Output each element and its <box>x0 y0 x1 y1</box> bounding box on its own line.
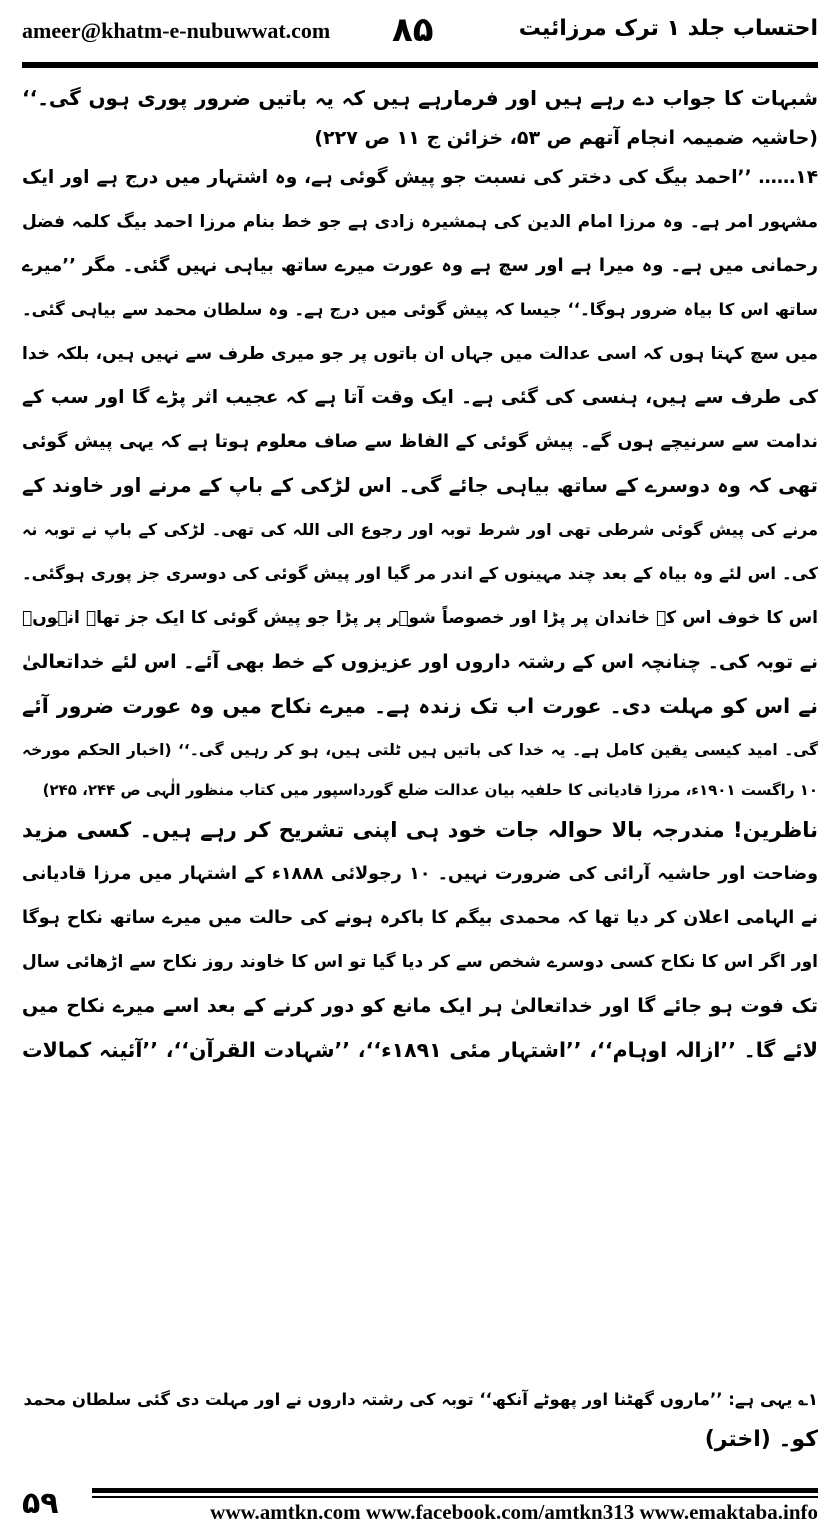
text-line: ساتھ اس کا بیاہ ضرور ہوگا۔‘‘ جیسا کہ پیش گوئی میں درج ہے۔ وہ سلطان محمد سے بیاہی گئی۔ <box>22 300 818 319</box>
text-line: وضاحت اور حاشیہ آرائی کی ضرورت نہیں۔ ۱۰ رجولائی ۱۸۸۸ء کے اشتہار میں مرزا قادیانی <box>22 864 818 884</box>
footer-urls: www.amtkn.com www.facebook.com/amtkn313 www.emaktaba.info <box>210 1500 818 1524</box>
text-line: اور اگر اس کا نکاح کسی دوسرے شخص سے کر دیا گیا تو اس کا خاوند روز نکاح سے اڑھائی سال <box>22 952 818 972</box>
text-line: اس کا خوف اس کے خاندان پر پڑا اور خصوصاً شوہر پر پڑا جو پیش گوئی کا ایک جز تھا۔ انہوںؒ <box>22 608 818 628</box>
footnote <box>22 1380 818 1460</box>
text-line: گی۔ امید کیسی یقین کامل ہے۔ یہ خدا کی باتیں ہیں ٹلتی ہیں، ہو کر رہیں گی۔‘‘ (اخبار الحکم مورخہ <box>22 741 818 759</box>
footnote-line: کو۔ (اختر) <box>704 1427 818 1452</box>
text-line: کی۔ اس لئے وہ بیاہ کے بعد چند مہینوں کے اندر مر گیا اور پیش گوئی کی دوسری جز پوری ہوگئی۔ <box>22 564 818 583</box>
text-line: تھی کہ وہ دوسرے کے ساتھ بیاہی جائے گی۔ اس لڑکی کے باپ کے مرنے اور خاوند کے <box>22 474 818 497</box>
header-book-title: احتساب جلد ۱ ترک مرزائیت <box>518 16 818 41</box>
text-line: مرنے کی پیش گوئی شرطی تھی اور شرط توبہ اور رجوع الی اللہ کی تھی۔ لڑکی کے باپ نے توبہ نہ <box>22 520 818 539</box>
text-line: شبہات کا جواب دے رہے ہیں اور فرمارہے ہیں کہ یہ باتیں ضرور پوری ہوں گی۔‘‘ <box>22 86 818 110</box>
header-email: ameer@khatm-e-nubuwwat.com <box>22 18 331 43</box>
text-line: نے الہامی اعلان کر دیا تھا کہ محمدی بیگم کا باکرہ ہونے کی حالت میں میرے ساتھ نکاح ہوگا <box>22 908 818 928</box>
text-line: میں سچ کہتا ہوں کہ اسی عدالت میں جہاں ان باتوں پر جو میری طرف سے نہیں ہیں، بلکہ خدا <box>22 344 818 364</box>
text-line: ناظرین! مندرجہ بالا حوالہ جات خود ہی اپنی تشریح کر رہے ہیں۔ کسی مزید <box>22 818 818 842</box>
text-line: ۱۴…… ’’احمد بیگ کی دختر کی نسبت جو پیش گوئی ہے، وہ اشتہار میں درج ہے اور ایک <box>22 167 818 188</box>
footnote-line: ۱؎ یہی ہے: ’’ماروں گھٹنا اور پھوٹے آنکھ‘‘ توبہ کی رشتہ داروں نے اور مہلت دی گئی سلطان محمد <box>23 1390 818 1409</box>
page-footer <box>22 1488 818 1528</box>
header-rule <box>22 62 818 68</box>
main-text <box>22 76 818 1072</box>
text-line: رحمانی میں ہے۔ وہ میرا ہے اور سچ ہے وہ عورت میرے ساتھ بیاہی نہیں گئی۔ مگر ’’میرے <box>22 255 818 276</box>
text-line: مشہور امر ہے۔ وہ مرزا امام الدین کی ہمشیرہ زادی ہے جو خط بنام مرزا احمد بیگ کلمہ فضل <box>22 212 818 232</box>
text-line: ندامت سے سرنیچے ہوں گے۔ پیش گوئی کے الفاظ سے صاف معلوم ہوتا ہے کہ یہی پیش گوئی <box>22 432 818 452</box>
footer-rule-thin <box>92 1496 818 1498</box>
text-line: تک فوت ہو جائے گا اور خداتعالیٰ ہر ایک مانع کو دور کرنے کے بعد اسے میرے نکاح میں <box>22 995 818 1017</box>
footer-rule <box>92 1488 818 1493</box>
page-header <box>22 10 818 54</box>
text-line: نے اس کو مہلت دی۔ عورت اب تک زندہ ہے۔ میرے نکاح میں وہ عورت ضرور آئے <box>22 694 818 718</box>
header-page-number: ۸۵ <box>392 10 434 50</box>
reference-line: (حاشیہ ضمیمہ انجام آتھم ص ۵۳، خزائن ج ۱۱ ص ۲۲۷) <box>314 127 818 149</box>
text-line: نے توبہ کی۔ چنانچہ اس کے رشتہ داروں اور عزیزوں کے خط بھی آئے۔ اس لئے خداتعالیٰ <box>22 651 818 673</box>
text-line: لائے گا۔ ’’ازالہ اوہام‘‘، ’’اشتہار مئی ۱۸۹۱ء‘‘، ’’شہادت القرآن‘‘، ’’آئینہ کمالات <box>22 1038 818 1062</box>
text-line: کی طرف سے ہیں، ہنسی کی گئی ہے۔ ایک وقت آتا ہے کہ عجیب اثر پڑے گا اور سب کے <box>22 387 818 408</box>
reference-line: ۱۰ راگست ۱۹۰۱ء، مرزا قادیانی کا حلفیہ بیان عدالت ضلع گورداسپور میں کتاب منظور الٰہی ص ۲۴۴، ۲۴۵) <box>42 781 818 799</box>
footer-page-number: ۵۹ <box>22 1486 59 1521</box>
